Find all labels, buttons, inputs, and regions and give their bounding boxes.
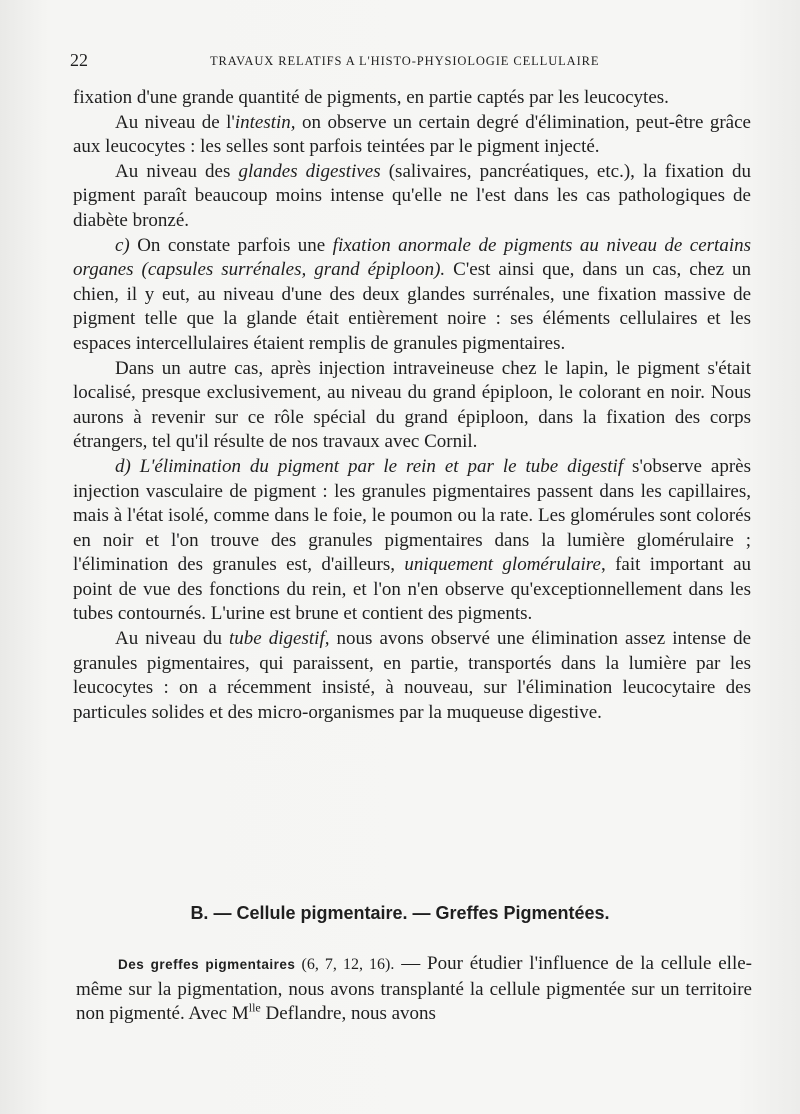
paragraph-6-italic: L'élimination du pigment par le rein et par le tube digestif — [130, 455, 624, 477]
paragraph-6-label: d) — [115, 455, 131, 477]
paragraph-6-text-cont: , fait important au point de vue des fonctions du rein, et l'on n'en observe qu'exceptionnellement dans les tubes contournés. L'urine est brune et contient des pigments. — [73, 554, 752, 625]
paragraph-7-italic: tube digestif, — [229, 628, 330, 650]
paragraph-7 — [73, 627, 751, 725]
run-in-heading: Des greffes pigmentaires — [118, 957, 296, 972]
paragraph-1-text: fixation d'une grande quantité de pigments, en partie captés par les leucocytes. — [73, 87, 669, 108]
paragraph-5-text: Dans un autre cas, après injection intraveineuse chez le lapin, le pigment s'était localisé, presque exclusivement, au niveau du grand épiploon, le colorant en noir. Nous aurons à revenir sur ce rôle spécial du grand épiploon, dans la fixation des corps étrangers, tel qu'il résulte de nos travaux avec Cornil. — [73, 357, 751, 453]
paragraph-3-italic: glandes digestives — [238, 160, 381, 182]
paragraph-4-italic: fixation anormale de pigments au niveau de certains organes (capsules surrénales, grand épiploon). — [73, 234, 751, 281]
paragraph-2-text-cont: on observe un certain degré d'élimination, peut-être grâce aux leucocytes : les selles sont parfois teintées par le pigment injecté. — [73, 111, 751, 158]
paragraph-3-text: Au niveau des — [115, 160, 239, 182]
paragraph-6-text: s'observe après injection vasculaire de pigment : les granules pigmentaires passent dans les capillaires, mais à l'état isolé, comme dans le foie, le poumon ou la rate. Les glomérules sont colorés en noir et l'on trouve des granules pigmentaires dans la lumière glomérulaire ; l'élimination des granules est, d'ailleurs, — [73, 455, 751, 576]
paragraph-2-text: Au niveau de l' — [115, 111, 235, 133]
paragraph-5 — [73, 357, 751, 455]
section-heading — [0, 903, 800, 924]
paragraph-6 — [73, 455, 751, 627]
paragraph-8-text: — Pour étudier l'influence de la cellule elle-même sur la pigmentation, nous avons transplanté la cellule pigmentée sur un territoire non pigmenté. Avec M — [76, 953, 752, 1025]
paragraph-7-text-cont: nous avons observé une élimination assez intense de granules pigmentaires, qui paraissent, en partie, transportés dans la lumière par les leucocytes : on a récemment insisté, à nouveau, sur l'élimination leucocytaire des particules solides et des micro-organismes par la muqueuse digestive. — [73, 628, 751, 723]
bottom-text — [76, 952, 752, 1027]
paragraph-3 — [73, 160, 751, 234]
paragraph-3-text-cont: (salivaires, pancréatiques, etc.), la fixation du pigment paraît beaucoup moins intense qu'elle ne l'est dans les cas pathologiques de diabète bronzé. — [73, 160, 752, 231]
paragraph-2 — [73, 111, 751, 160]
paragraph-4-text-cont: C'est ainsi que, dans un cas, chez un chien, il y eut, au niveau d'une des deux glandes surrénales, une fixation massive de pigment telle que la glande était entièrement noire : ses éléments cellulaires et les espaces intercellulaires étaient remplis de granules pigmentaires. — [73, 259, 751, 354]
body-text — [73, 86, 751, 725]
page-header — [70, 50, 750, 72]
running-title: TRAVAUX RELATIFS A L'HISTO-PHYSIOLOGIE CELLULAIRE — [210, 54, 600, 68]
page-number: 22 — [70, 50, 88, 70]
superscript: lle — [248, 1000, 261, 1015]
references: (6, 7, 12, 16). — [295, 956, 395, 973]
paragraph-4-label: c) — [115, 234, 130, 256]
paragraph-4 — [73, 234, 751, 357]
paragraph-8 — [76, 952, 752, 1027]
paragraph-8-text-cont: Deflandre, nous avons — [260, 1003, 436, 1025]
paragraph-2-italic: intestin, — [234, 111, 296, 133]
section-heading-text: B. — Cellule pigmentaire. — Greffes Pigmentées. — [190, 903, 610, 923]
paragraph-1 — [73, 86, 751, 111]
paragraph-7-text: Au niveau du — [115, 628, 230, 650]
paragraph-6-italic-2: uniquement glomérulaire — [404, 554, 601, 576]
paragraph-4-text: On constate parfois une — [129, 234, 333, 256]
